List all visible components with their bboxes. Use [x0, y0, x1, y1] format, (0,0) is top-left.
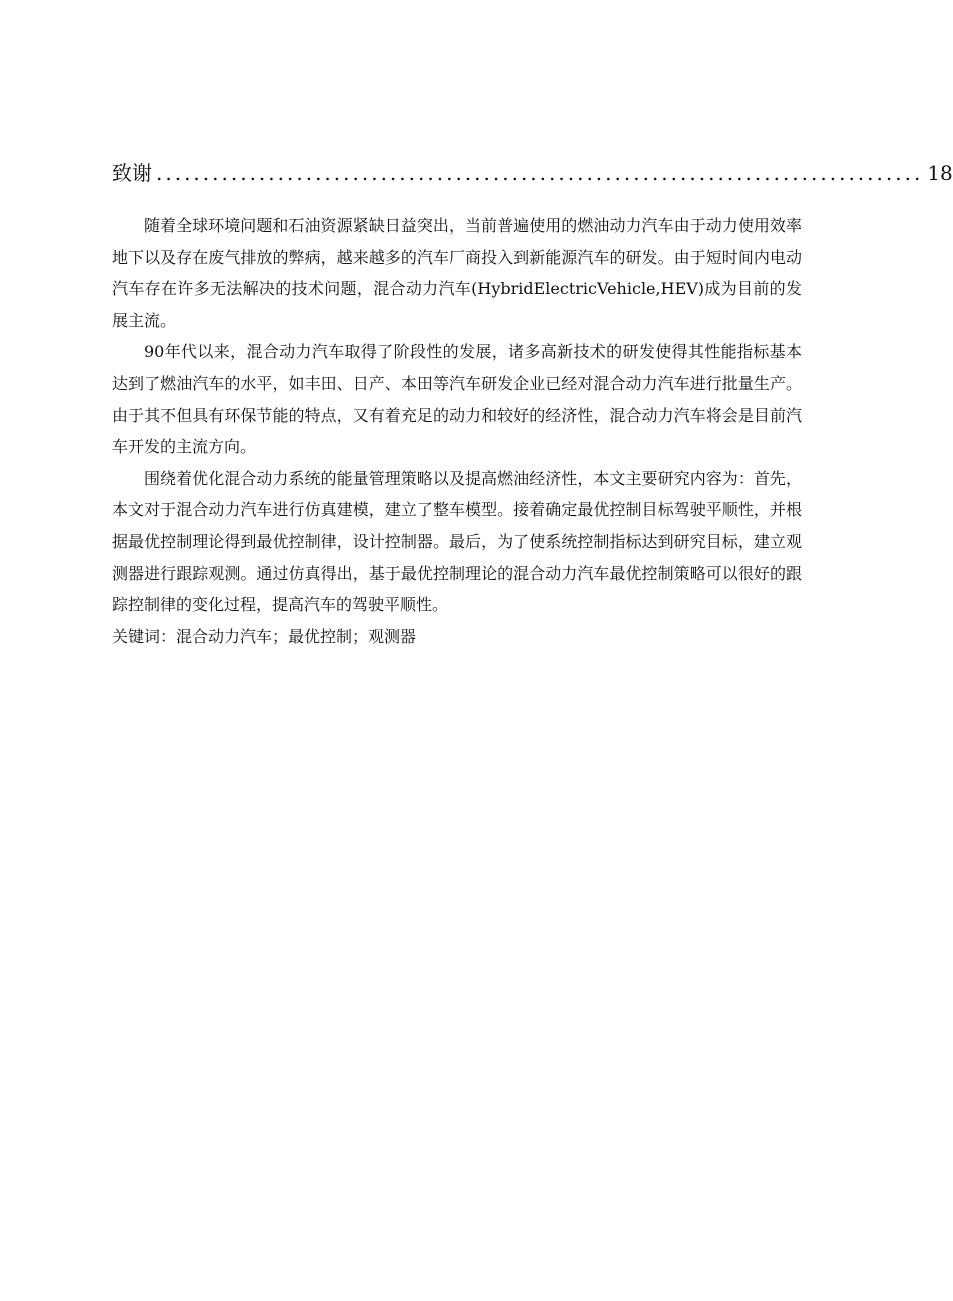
abstract-body — [112, 210, 802, 652]
abstract-paragraph-1: 随着全球环境问题和石油资源紧缺日益突出，当前普遍使用的燃油动力汽车由于动力使用效率地下以及存在废气排放的弊病，越来越多的汽车厂商投入到新能源汽车的研发。由于短时间内电动汽车存在许多无法解决的技术问题，混合动力汽车(HybridElectricVehicle,HEV)成为目前的发展主流。 — [112, 216, 802, 330]
toc-entry-title: 致谢 — [112, 161, 152, 185]
abstract-paragraph-3: 围绕着优化混合动力系统的能量管理策略以及提高燃油经济性，本文主要研究内容为：首先，本文对于混合动力汽车进行仿真建模，建立了整车模型。接着确定最优控制目标驾驶平顺性，并根据最优控制理论得到最优控制律，设计控制器。最后，为了使系统控制指标达到研究目标，建立观测器进行跟踪观测。通过仿真得出，基于最优控制理论的混合动力汽车最优控制策略可以很好的跟踪控制律的变化过程，提高汽车的驾驶平顺性。 — [112, 468, 802, 615]
abstract-paragraph-2: 90年代以来，混合动力汽车取得了阶段性的发展，诸多高新技术的研发使得其性能指标基本达到了燃油汽车的水平，如丰田、日产、本田等汽车研发企业已经对混合动力汽车进行批量生产。由于其不但具有环保节能的特点，又有着充足的动力和较好的经济性，混合动力汽车将会是目前汽车开发的主流方向。 — [112, 342, 802, 457]
keywords-line: 关键词：混合动力汽车；最优控制；观测器 — [112, 626, 417, 646]
toc-page-number: 18 — [927, 161, 953, 185]
toc-entry-acknowledgements[interactable] — [112, 156, 953, 190]
toc-leader-dots: .................................................................................. — [156, 161, 924, 185]
